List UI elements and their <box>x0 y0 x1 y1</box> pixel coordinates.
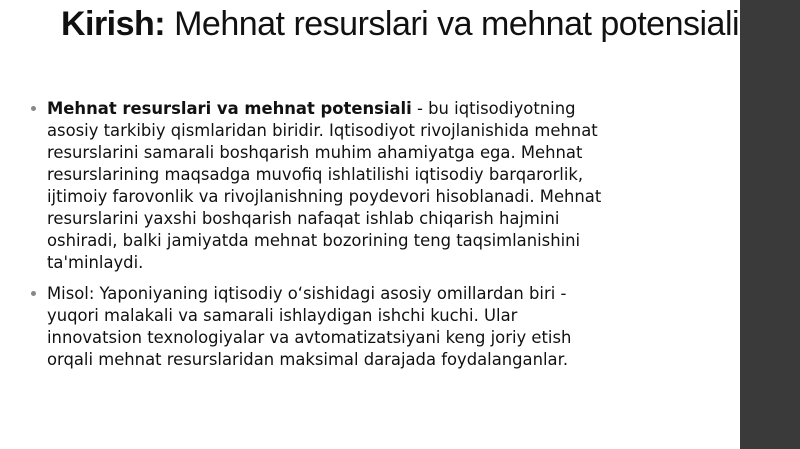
bullet-dot-icon <box>31 291 36 296</box>
slide-title <box>40 4 760 44</box>
slide-title-bold: Kirish: <box>60 5 166 43</box>
bullet-text: - bu iqtisodiyotning asosiy tarkibiy qismlaridan biridir. Iqtisodiyot rivojlanishida mehnat resurslarini samarali boshqarish muhim ahamiyatga ega. Mehnat resurslarining maqsadga muvofiq ishlatilishi iqtisodiy barqarorlik, ijtimoiy farovonlik va rivojlanishning poydevori hisoblanadi. Mehnat resurslarini yaxshi boshqarish nafaqat ishlab chiqarish hajmini oshiradi, balki jamiyatda mehnat bozorining teng taqsimlanishini ta'minlaydi. <box>47 99 602 272</box>
bullet-item-definition <box>26 98 616 274</box>
bullet-item-example <box>26 283 616 371</box>
slide-title-rest: Mehnat resurslari va mehnat potensiali <box>165 5 740 43</box>
bullet-list <box>26 98 616 380</box>
side-bar <box>740 0 800 449</box>
bullet-bold-lead: Mehnat resurslari va mehnat potensiali <box>47 99 412 118</box>
bullet-text: Misol: Yaponiyaning iqtisodiy o‘sishidagi asosiy omillardan biri - yuqori malakali va samarali ishlaydigan ishchi kuchi. Ular innovatsion texnologiyalar va avtomatizatsiyani keng joriy etish orqali mehnat resurslaridan maksimal darajada foydalanganlar. <box>47 284 572 369</box>
bullet-dot-icon <box>31 106 36 111</box>
